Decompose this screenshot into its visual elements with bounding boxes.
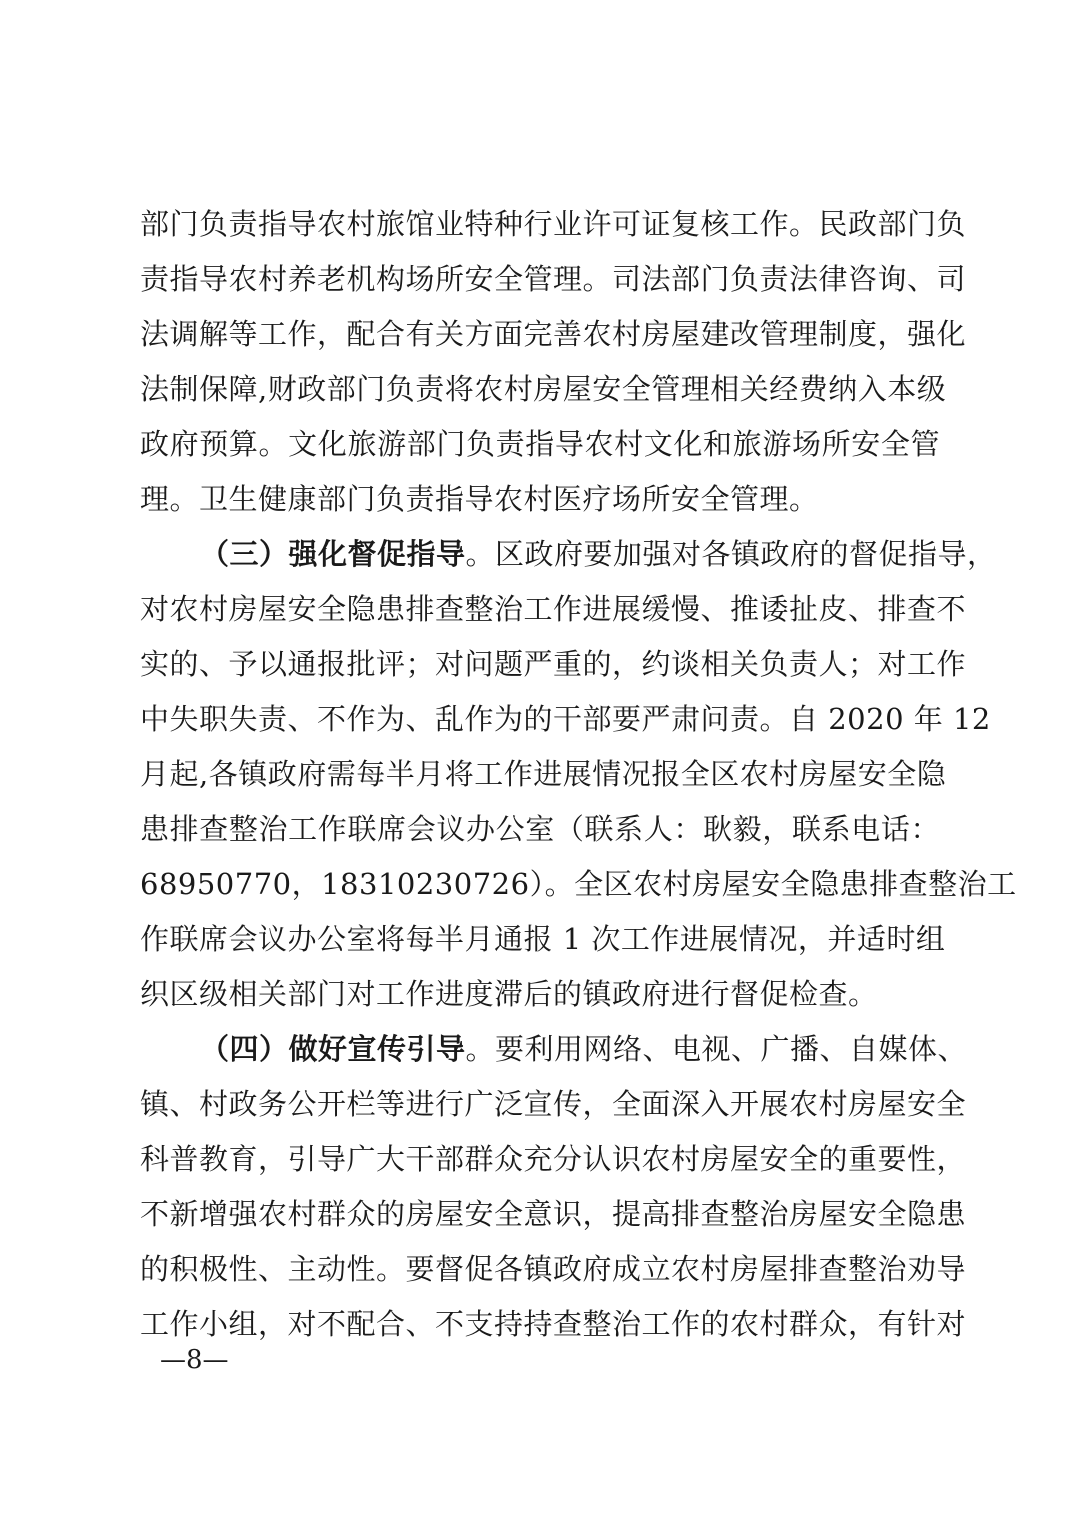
paragraph-first-line — [140, 527, 997, 582]
text-line: 作联席会议办公室将每半月通报 1 次工作进展情况，并适时组 — [140, 922, 946, 956]
section-heading-3: （三）强化督促指导 — [200, 537, 466, 571]
text-line: 中失职失责、不作为、乱作为的干部要严肃问责。自 2020 年 12 — [140, 702, 991, 736]
text-line: 68950770，18310230726）。全区农村房屋安全隐患排查整治工 — [140, 867, 1017, 901]
text-line: 的积极性、主动性。要督促各镇政府成立农村房屋排查整治劝导 — [140, 1252, 967, 1286]
text-line: 责指导农村养老机构场所安全管理。司法部门负责法律咨询、司 — [140, 262, 967, 296]
text-line: 镇、村政务公开栏等进行广泛宣传，全面深入开展农村房屋安全 — [140, 1087, 967, 1121]
text-line: 患排查整治工作联席会议办公室（联系人：耿毅，联系电话： — [140, 812, 940, 846]
text-line: 织区级相关部门对工作进度滞后的镇政府进行督促检查。 — [140, 977, 878, 1011]
text-line: 月起,各镇政府需每半月将工作进展情况报全区农村房屋安全隐 — [140, 757, 947, 791]
text-line: 工作小组，对不配合、不支持持查整治工作的农村群众，有针对 — [140, 1307, 967, 1341]
text-line: 不新增强农村群众的房屋安全意识，提高排查整治房屋安全隐患 — [140, 1197, 967, 1231]
text-line: 法制保障,财政部门负责将农村房屋安全管理相关经费纳入本级 — [140, 372, 947, 406]
body-text — [140, 197, 1017, 1352]
text-line: 对农村房屋安全隐患排查整治工作进展缓慢、推诿扯皮、排查不 — [140, 592, 967, 626]
text-line: 法调解等工作，配合有关方面完善农村房屋建改管理制度，强化 — [140, 317, 967, 351]
page-number: —8— — [160, 1345, 229, 1375]
paragraph-text: 。区政府要加强对各镇政府的督促指导， — [465, 537, 997, 571]
text-line: 部门负责指导农村旅馆业特种行业许可证复核工作。民政部门负 — [140, 207, 967, 241]
section-heading-4: （四）做好宣传引导 — [200, 1032, 466, 1066]
text-line: 科普教育，引导广大干部群众充分认识农村房屋安全的重要性， — [140, 1142, 967, 1176]
text-line: 政府预算。文化旅游部门负责指导农村文化和旅游场所安全管 — [140, 427, 940, 461]
text-line: 理。卫生健康部门负责指导农村医疗场所安全管理。 — [140, 482, 819, 516]
text-line: 实的、予以通报批评；对问题严重的，约谈相关负责人；对工作 — [140, 647, 967, 681]
paragraph-text: 。要利用网络、电视、广播、自媒体、 — [465, 1032, 968, 1066]
paragraph-first-line — [140, 1022, 968, 1077]
